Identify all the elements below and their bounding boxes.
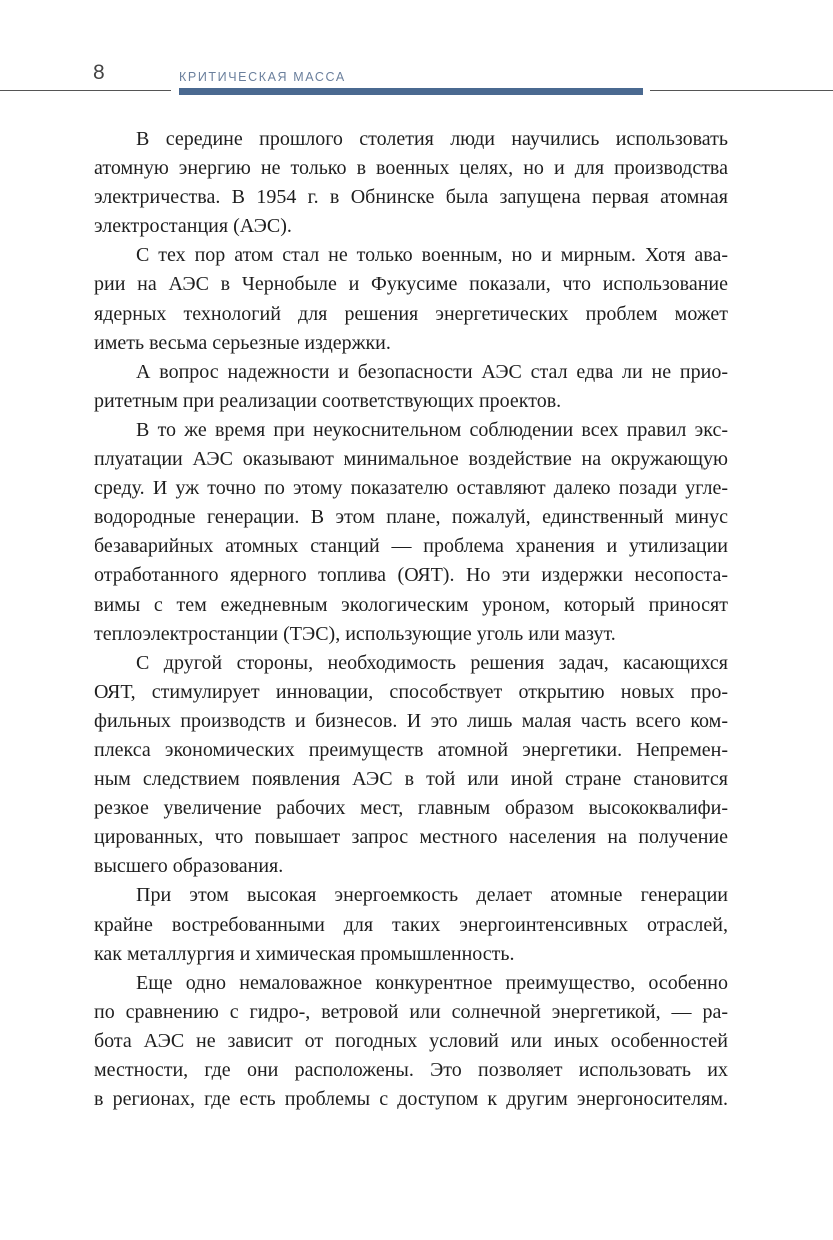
- header-rule-right: [650, 90, 833, 91]
- text-line: вимы с тем ежедневным экологическим уроном, который приносят: [94, 593, 728, 616]
- text-line: А вопрос надежности и безопасности АЭС стал едва ли не прио-: [136, 360, 728, 383]
- text-line: отработанного ядерного топлива (ОЯТ). Но эти издержки несопоста-: [94, 564, 728, 587]
- text-line: иметь весьма серьезные издержки.: [94, 331, 391, 354]
- text-line: водородные генерации. В этом плане, пожалуй, единственный минус: [94, 506, 728, 529]
- text-line: В то же время при неукоснительном соблюдении всех правил экс-: [136, 418, 728, 441]
- text-line: безаварийных атомных станций — проблема хранения и утилизации: [94, 535, 728, 558]
- text-line: электричества. В 1954 г. в Обнинске была запущена первая атомная: [94, 186, 728, 209]
- text-line: ядерных технологий для решения энергетических проблем может: [94, 302, 728, 325]
- text-line: ритетным при реализации соответствующих проектов.: [94, 389, 562, 412]
- text-line: ОЯТ, стимулирует инновации, способствует открытию новых про-: [94, 680, 728, 703]
- text-line: бота АЭС не зависит от погодных условий или иных особенностей: [94, 1029, 728, 1052]
- text-line: плекса экономических преимуществ атомной энергетики. Непремен-: [94, 738, 728, 761]
- text-line: рии на АЭС в Чернобыле и Фукусиме показали, что использование: [94, 273, 728, 296]
- text-line: резкое увеличение рабочих мест, главным образом высококвалифи-: [94, 797, 728, 820]
- text-line: в регионах, где есть проблемы с доступом к другим энергоносителям.: [94, 1088, 728, 1111]
- text-line: С тех пор атом стал не только военным, но и мирным. Хотя ава-: [136, 244, 728, 267]
- text-line: ным следствием появления АЭС в той или иной стране становится: [94, 768, 728, 791]
- text-line: При этом высокая энергоемкость делает атомные генерации: [136, 884, 728, 907]
- page-number: 8: [93, 61, 105, 84]
- body-text: [94, 125, 728, 1114]
- text-line: крайне востребованными для таких энергоинтенсивных отраслей,: [94, 913, 728, 936]
- text-line: С другой стороны, необходимость решения задач, касающихся: [136, 651, 728, 674]
- text-line: Еще одно немаловажное конкурентное преимущество, особенно: [136, 971, 728, 994]
- text-line: электростанция (АЭС).: [94, 215, 292, 238]
- text-line: плуатации АЭС оказывают минимальное воздействие на окружающую: [94, 448, 728, 471]
- text-line: среду. И уж точно по этому показателю оставляют далеко позади угле-: [94, 477, 728, 500]
- text-line: теплоэлектростанции (ТЭС), использующие уголь или мазут.: [94, 622, 616, 645]
- text-line: по сравнению с гидро-, ветровой или солнечной энергетикой, — ра-: [94, 1000, 728, 1023]
- header-accent-bar: [179, 88, 643, 95]
- text-line: высшего образования.: [94, 855, 284, 878]
- text-line: фильных производств и бизнесов. И это лишь малая часть всего ком-: [94, 709, 728, 732]
- text-line: как металлургия и химическая промышленность.: [94, 942, 515, 965]
- text-line: местности, где они расположены. Это позволяет использовать их: [94, 1059, 728, 1081]
- header-rule-left: [0, 90, 171, 91]
- text-line: атомную энергию не только в военных целях, но и для производства: [94, 157, 728, 180]
- running-title: КРИТИЧЕСКАЯ МАССА: [179, 70, 346, 84]
- text-line: В середине прошлого столетия люди научились использовать: [136, 128, 728, 150]
- text-line: цированных, что повышает запрос местного населения на получение: [94, 826, 728, 849]
